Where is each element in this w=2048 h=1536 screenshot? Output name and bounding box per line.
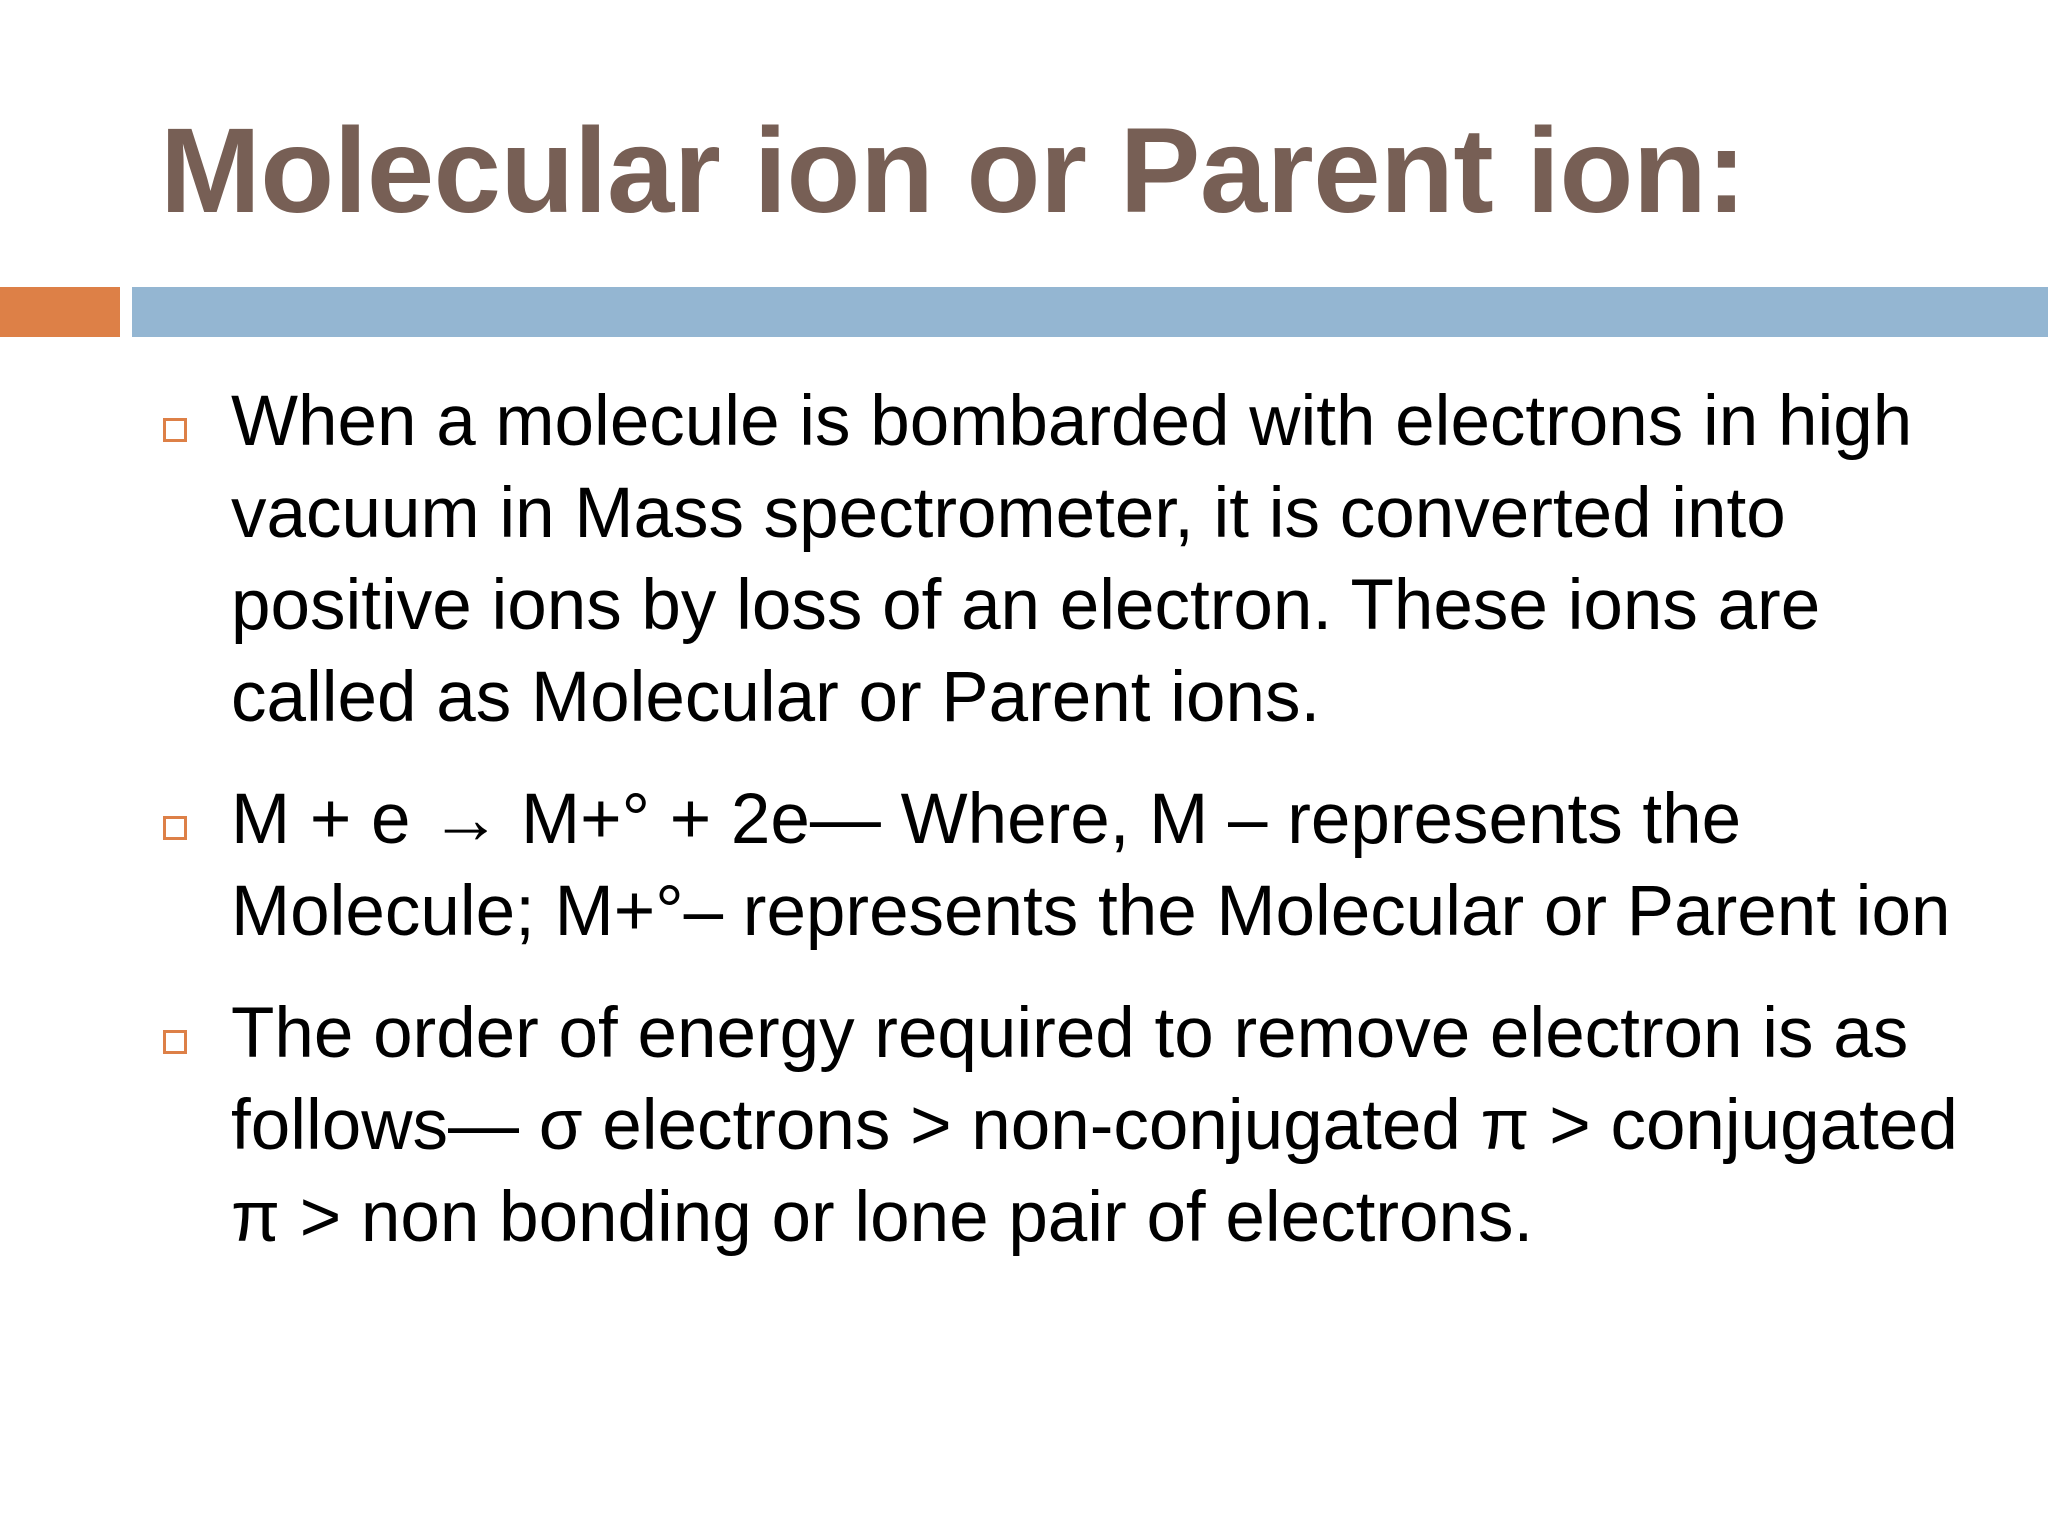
- square-bullet-icon: [163, 816, 187, 840]
- title-divider-accent-blue: [132, 287, 2048, 337]
- title-divider-accent-orange: [0, 287, 120, 337]
- bullet-item-energy-order: [160, 988, 1960, 1264]
- bullet-list: [160, 376, 1960, 1294]
- slide-title: Molecular ion or Parent ion:: [160, 102, 1747, 238]
- square-bullet-icon: [163, 1030, 187, 1054]
- bullet-item-equation: [160, 774, 1960, 958]
- bullet-text: M + e → M+° + 2e— Where, M – represents the Molecule; M+°– represents the Molecular or Parent ion: [231, 780, 1951, 951]
- bullet-text: The order of energy required to remove electron is as follows— σ electrons > non-conjugated π > conjugated π > non bonding or lone pair of electrons.: [231, 994, 1958, 1257]
- bullet-text: When a molecule is bombarded with electrons in high vacuum in Mass spectrometer, it is converted into positive ions by loss of an electron. These ions are called as Molecular or Parent ions.: [231, 382, 1913, 737]
- square-bullet-icon: [163, 418, 187, 442]
- bullet-item-ionization: [160, 376, 1960, 744]
